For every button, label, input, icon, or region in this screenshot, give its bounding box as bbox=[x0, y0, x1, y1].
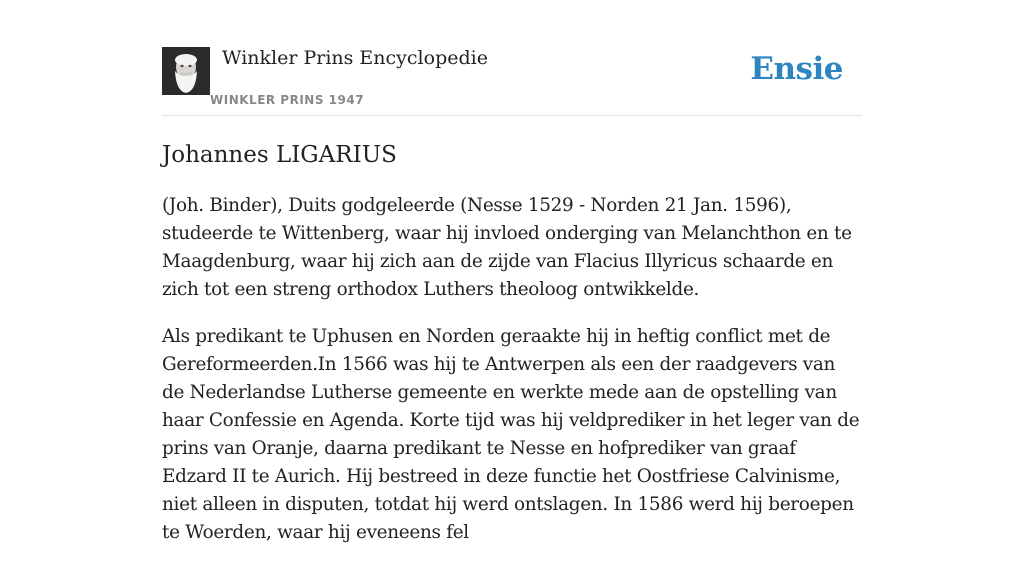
site-name[interactable]: Winkler Prins Encyclopedie bbox=[222, 47, 488, 69]
article-paragraph: (Joh. Binder), Duits godgeleerde (Nesse 1529 - Norden 21 Jan. 1596), studeerde te Wittenberg, waar hij invloed onderging van Melanchthon en te Maagdenburg, waar hij zich aan de zijde van Flacius Illyricus schaarde en zich tot een streng orthodox Luthers theoloog ontwikkelde. bbox=[162, 195, 852, 300]
edition-label[interactable]: WINKLER PRINS 1947 bbox=[210, 93, 365, 107]
header-divider bbox=[162, 115, 862, 116]
author-avatar[interactable] bbox=[162, 47, 210, 95]
article-body bbox=[162, 192, 862, 566]
brand-logo[interactable]: Ensie bbox=[750, 51, 843, 87]
article-paragraph: Als predikant te Uphusen en Norden geraakte hij in heftig conflict met de Gereformeerden.In 1566 was hij te Antwerpen als een der raadgevers van de Nederlandse Lutherse gemeente en werkte mede aan de opstelling van haar Confessie en Agenda. Korte tijd was hij veldprediker in het leger van de prins van Oranje, daarna predikant te Nesse en hofprediker van graaf Edzard II te Aurich. Hij bestreed in deze functie het Oostfriese Calvinisme, niet alleen in disputen, totdat hij werd ontslagen. In 1586 werd hij beroepen te Woerden, waar hij eveneens fel bbox=[162, 326, 860, 543]
bearded-man-portrait-icon bbox=[162, 47, 210, 95]
article-title: Johannes LIGARIUS bbox=[162, 142, 397, 168]
